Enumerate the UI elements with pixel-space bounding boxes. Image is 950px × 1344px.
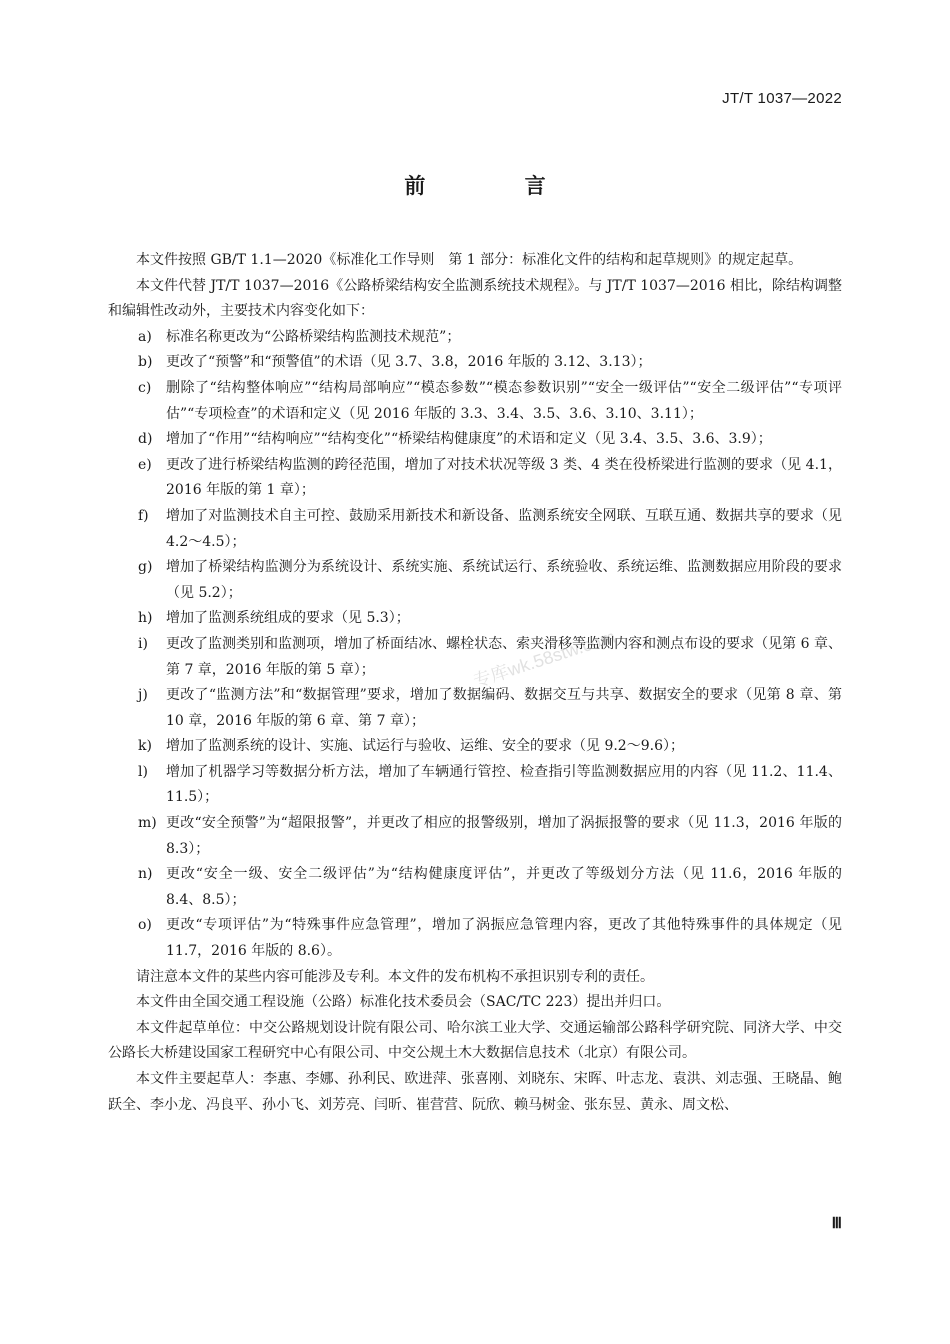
list-item (108, 427, 842, 453)
list-item-text: 增加了桥梁结构监测分为系统设计、系统实施、系统试运行、系统验收、系统运维、监测数据应用阶段的要求（见 5.2）； (166, 559, 842, 601)
list-item-text: 删除了“结构整体响应”“结构局部响应”“模态参数”“模态参数识别”“安全一级评估”“安全二级评估”“专项评估”“专项检查”的术语和定义（见 2016 年版的 3.3、3.4、3.5、3.6、3.10、3.11）； (166, 379, 842, 422)
list-marker: o) (138, 917, 152, 934)
list-item-text: 更改了“预警”和“预警值”的术语（见 3.7、3.8，2016 年版的 3.12、3.13）； (166, 354, 652, 371)
list-marker: k) (138, 738, 152, 755)
list-item-text: 增加了“作用”“结构响应”“结构变化”“桥梁结构健康度”的术语和定义（见 3.4、3.5、3.6、3.9）； (166, 431, 772, 448)
list-marker: h) (138, 610, 153, 627)
list-marker: n) (138, 866, 153, 883)
list-marker: j) (138, 687, 148, 704)
list-item (108, 913, 842, 964)
list-item (108, 504, 842, 555)
list-marker: e) (138, 456, 152, 473)
list-item (108, 606, 842, 632)
list-item (108, 555, 842, 606)
list-item-text: 增加了对监测技术自主可控、鼓励采用新技术和新设备、监测系统安全网联、互联互通、数据共享的要求（见 4.2～4.5）； (166, 507, 842, 550)
list-item (108, 453, 842, 504)
changes-list (108, 325, 842, 965)
list-marker: l) (138, 763, 148, 780)
list-item-text: 更改了“监测方法”和“数据管理”要求，增加了数据编码、数据交互与共享、数据安全的要求（见第 8 章、第 10 章，2016 年版的第 6 章、第 7 章）； (166, 687, 842, 729)
committee-statement: 本文件由全国交通工程设施（公路）标准化技术委员会（SAC/TC 223）提出并归口。 (136, 994, 671, 1011)
list-item-text: 更改“安全一级、安全二级评估”为“结构健康度评估”，并更改了等级划分方法（见 11.6，2016 年版的 8.4、8.5）； (166, 866, 842, 908)
list-item-text: 更改“安全预警”为“超限报警”，并更改了相应的报警级别，增加了涡振报警的要求（见 11.3，2016 年版的 8.3）； (166, 815, 842, 857)
intro-paragraph: 本文件按照 GB/T 1.1—2020《标准化工作导则 第 1 部分：标准化文件的结构和起草规则》的规定起草。 (136, 252, 803, 268)
page-number: Ⅲ (831, 1216, 842, 1232)
list-item (108, 325, 842, 351)
page-title: 前 言 (404, 174, 592, 198)
list-item-text: 更改了进行桥梁结构监测的跨径范围，增加了对技术状况等级 3 类、4 类在役桥梁进行监测的要求（见 4.1，2016 年版的第 1 章）； (166, 456, 842, 499)
list-item-text: 增加了监测系统的设计、实施、试运行与验收、运维、安全的要求（见 9.2～9.6）； (166, 738, 684, 755)
list-item (108, 376, 842, 427)
list-item-text: 增加了监测系统组成的要求（见 5.3）； (166, 610, 410, 627)
standard-number: JT/T 1037—2022 (722, 90, 842, 107)
drafting-organizations: 本文件起草单位：中交公路规划设计院有限公司、哈尔滨工业大学、交通运输部公路科学研究院、同济大学、中交公路长大桥建设国家工程研究中心有限公司、中交公规土木大数据信息技术（北京）有限公司。 (108, 1019, 842, 1062)
watermark: 专库wk.58stw.com (470, 626, 618, 692)
list-item-text: 更改“专项评估”为“特殊事件应急管理”，增加了涡振应急管理内容，更改了其他特殊事件的具体规定（见 11.7，2016 年版的 8.6）。 (166, 917, 842, 960)
list-marker: c) (138, 379, 152, 396)
list-marker: g) (138, 559, 153, 576)
list-item-text: 更改了监测类别和监测项，增加了桥面结冰、螺栓状态、索夹滑移等监测内容和测点布设的要求（见第 6 章、第 7 章，2016 年版的第 5 章）； (166, 635, 842, 678)
list-item (108, 350, 842, 376)
patent-notice: 请注意本文件的某些内容可能涉及专利。本文件的发布机构不承担识别专利的责任。 (136, 968, 654, 985)
list-marker: a) (138, 328, 152, 345)
list-marker: d) (138, 431, 153, 448)
list-marker: m) (138, 815, 157, 832)
list-item-text: 标准名称更改为“公路桥梁结构监测技术规范”； (166, 328, 461, 345)
list-marker: i) (138, 635, 148, 652)
intro-paragraph: 本文件代替 JT/T 1037—2016《公路桥梁结构安全监测系统技术规程》。与 JT/T 1037—2016 相比，除结构调整和编辑性改动外，主要技术内容变化如下： (108, 277, 842, 320)
main-drafters: 本文件主要起草人：李惠、李娜、孙利民、欧进萍、张喜刚、刘晓东、宋晖、叶志龙、袁洪、刘志强、王晓晶、鲍跃全、李小龙、冯良平、孙小飞、刘芳亮、闫昕、崔营营、阮欣、赖马树金、张东昱、黄永、周文松、 (108, 1071, 842, 1113)
list-marker: f) (138, 507, 149, 524)
list-item (108, 683, 842, 734)
list-item (108, 760, 842, 811)
list-item (108, 862, 842, 913)
foreword-body (108, 248, 842, 1118)
list-item (108, 632, 842, 683)
list-item (108, 811, 842, 862)
list-marker: b) (138, 354, 153, 371)
list-item (108, 734, 842, 760)
list-item-text: 增加了机器学习等数据分析方法，增加了车辆通行管控、检查指引等监测数据应用的内容（见 11.2、11.4、11.5）； (166, 763, 842, 806)
